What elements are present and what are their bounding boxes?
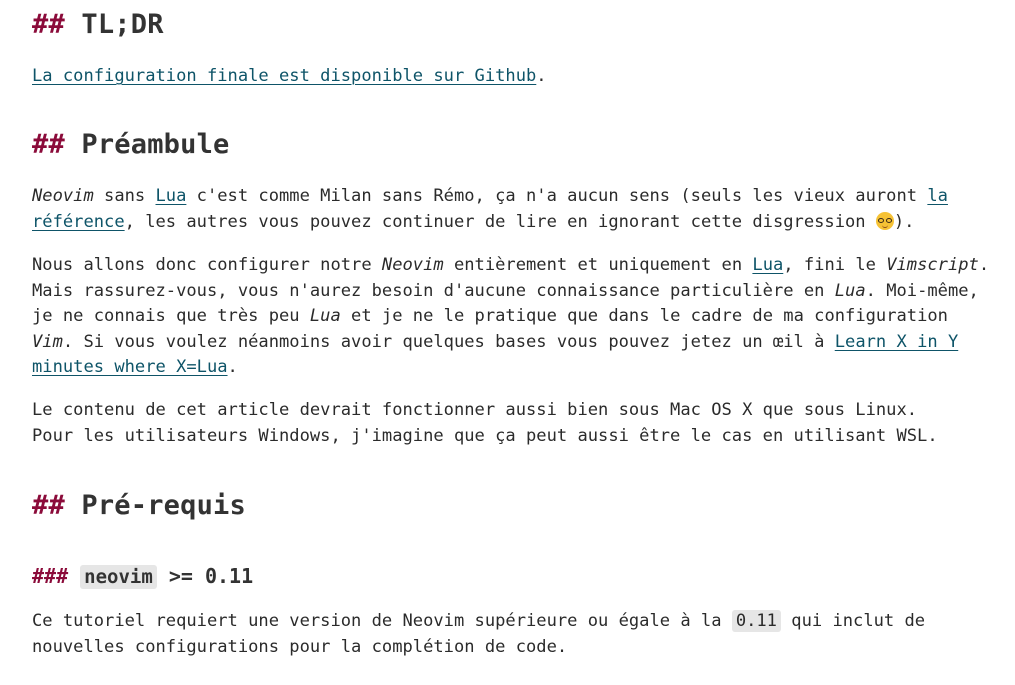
heading-tldr [32, 8, 164, 42]
lua-link[interactable]: Lua [155, 186, 187, 206]
heading-title: Préambule [81, 129, 230, 160]
paragraph-preambule-3: Le contenu de cet article devrait fonctionner aussi bien sous Mac OS X que sous Linux. Pour les utilisateurs Windows, j'imagine que ça peut aussi être le cas en utilisant WSL. [32, 400, 938, 446]
heading-prerequis [32, 489, 246, 523]
paragraph-preambule-1: Neovim sans Lua c'est comme Milan sans Rémo, ça n'a aucun sens (seuls les vieux auront la référence, les autres vous pouvez continuer de lire en ignorant cette disgression ). [32, 186, 948, 232]
heading-marker: ## [32, 490, 65, 521]
inline-code-neovim: neovim [80, 565, 157, 589]
subheading-neovim-version: ### neovim >= 0.11 [32, 564, 254, 588]
lua-link[interactable]: Lua [752, 255, 784, 275]
heading-marker: ## [32, 129, 65, 160]
heading-marker: ## [32, 9, 65, 40]
github-config-link[interactable]: La configuration finale est disponible sur Github [32, 66, 537, 86]
learn-x-in-y-link[interactable]: Learn X in Y minutes where X=Lua [32, 331, 959, 377]
paragraph-preambule-2: Nous allons donc configurer notre Neovim entièrement et uniquement en Lua, fini le Vimscript. Mais rassurez-vous, vous n'aurez besoin d'aucune connaissance particulière en Lua. Moi-même, je ne connais que très peu Lua et je ne le pratique que dans le cadre de ma configuration Vim. Si vous voulez néanmoins avoir quelques bases vous pouvez jetez un œil à Learn X in Y minutes where X=Lua. [32, 255, 990, 377]
heading-marker: ### [32, 564, 69, 588]
heading-preambule [32, 128, 230, 162]
reference-link[interactable]: la référence [32, 186, 948, 232]
heading-title: TL;DR [81, 9, 164, 40]
heading-title: Pré-requis [81, 490, 246, 521]
paragraph-prerequis: Ce tutoriel requiert une version de Neovim supérieure ou égale à la 0.11 qui inclut de nouvelles configurations pour la complétion de code. [32, 611, 926, 657]
inline-code-version: 0.11 [732, 610, 781, 632]
nerd-face-icon [876, 212, 894, 230]
paragraph-tldr: La configuration finale est disponible sur Github. [32, 66, 547, 86]
